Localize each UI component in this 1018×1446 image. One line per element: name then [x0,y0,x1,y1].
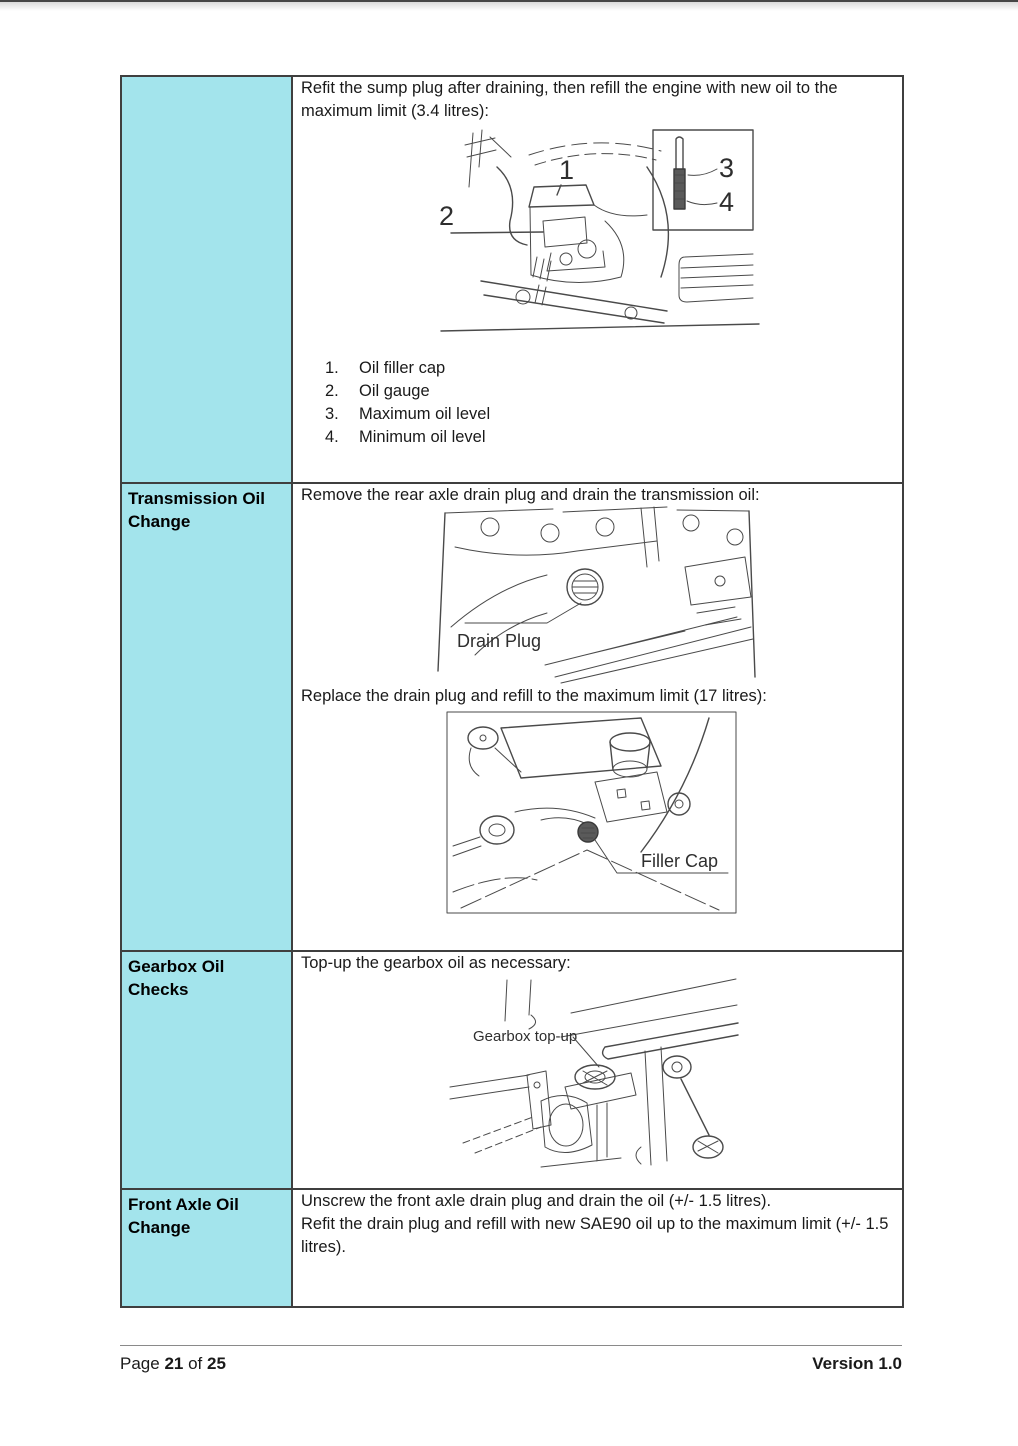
table-row-front-axle-oil [122,1188,902,1306]
row-header-engine-oil [122,77,293,482]
footer-divider [120,1345,902,1346]
legend-item [325,357,894,380]
total-pages: 25 [207,1354,226,1373]
gearbox-topup-figure [445,975,894,1186]
row-header-front-axle-oil: Front Axle Oil Change [122,1190,293,1306]
legend-text: Oil filler cap [359,359,446,377]
page-footer [120,1352,902,1375]
callout-3: 3 [719,153,735,183]
row-body-engine-oil [293,77,902,482]
legend-text: Maximum oil level [359,405,491,423]
table-row-gearbox-oil [122,950,902,1188]
maintenance-table [120,75,904,1308]
callout-2: 2 [439,201,455,231]
of-word: of [188,1354,203,1373]
engine-refill-instruction: Refit the sump plug after draining, then refill the engine with new oil to the maximum limit (3.4 litres): [301,79,838,120]
figure-legend [325,357,894,449]
table-row-transmission-oil [122,482,902,950]
legend-marker: 2. [325,382,339,400]
front-axle-refill-instruction: Refit the drain plug and refill with new SAE90 oil up to the maximum limit (+/- 1.5 litres). [301,1215,889,1256]
legend-item [325,426,894,449]
legend-text: Oil gauge [359,382,430,400]
drain-plug-label: Drain Plug [457,631,542,651]
row-header-gearbox-oil: Gearbox Oil Checks [122,952,293,1188]
callout-1: 1 [559,155,575,185]
legend-item [325,403,894,426]
filler-cap-label: Filler Cap [641,851,719,871]
page-number: 21 [164,1354,184,1373]
transmission-refill-instruction: Replace the drain plug and refill to the maximum limit (17 litres): [301,687,767,705]
legend-marker: 1. [325,359,339,377]
legend-item [325,380,894,403]
row-header-transmission-oil: Transmission Oil Change [122,484,293,950]
gearbox-topup-instruction: Top-up the gearbox oil as necessary: [301,954,571,972]
transmission-drain-instruction: Remove the rear axle drain plug and drain the transmission oil: [301,486,760,504]
gearbox-topup-label: Gearbox top-up [473,1028,578,1045]
page-word: Page [120,1354,160,1373]
callout-4: 4 [719,187,735,217]
drain-plug-figure [435,505,894,685]
legend-marker: 4. [325,428,339,446]
table-row-engine-oil [122,77,902,482]
row-body-gearbox-oil [293,952,902,1188]
legend-marker: 3. [325,405,339,423]
row-body-front-axle-oil [293,1190,902,1306]
row-body-transmission-oil [293,484,902,950]
filler-cap-figure [445,710,894,915]
engine-oil-figure [435,125,894,340]
front-axle-drain-instruction: Unscrew the front axle drain plug and drain the oil (+/- 1.5 litres). [301,1192,772,1210]
version-label [812,1352,902,1375]
page-top-shade [0,2,1018,11]
page-number-label [120,1352,226,1375]
version-text: Version 1.0 [812,1354,902,1373]
legend-text: Minimum oil level [359,428,486,446]
